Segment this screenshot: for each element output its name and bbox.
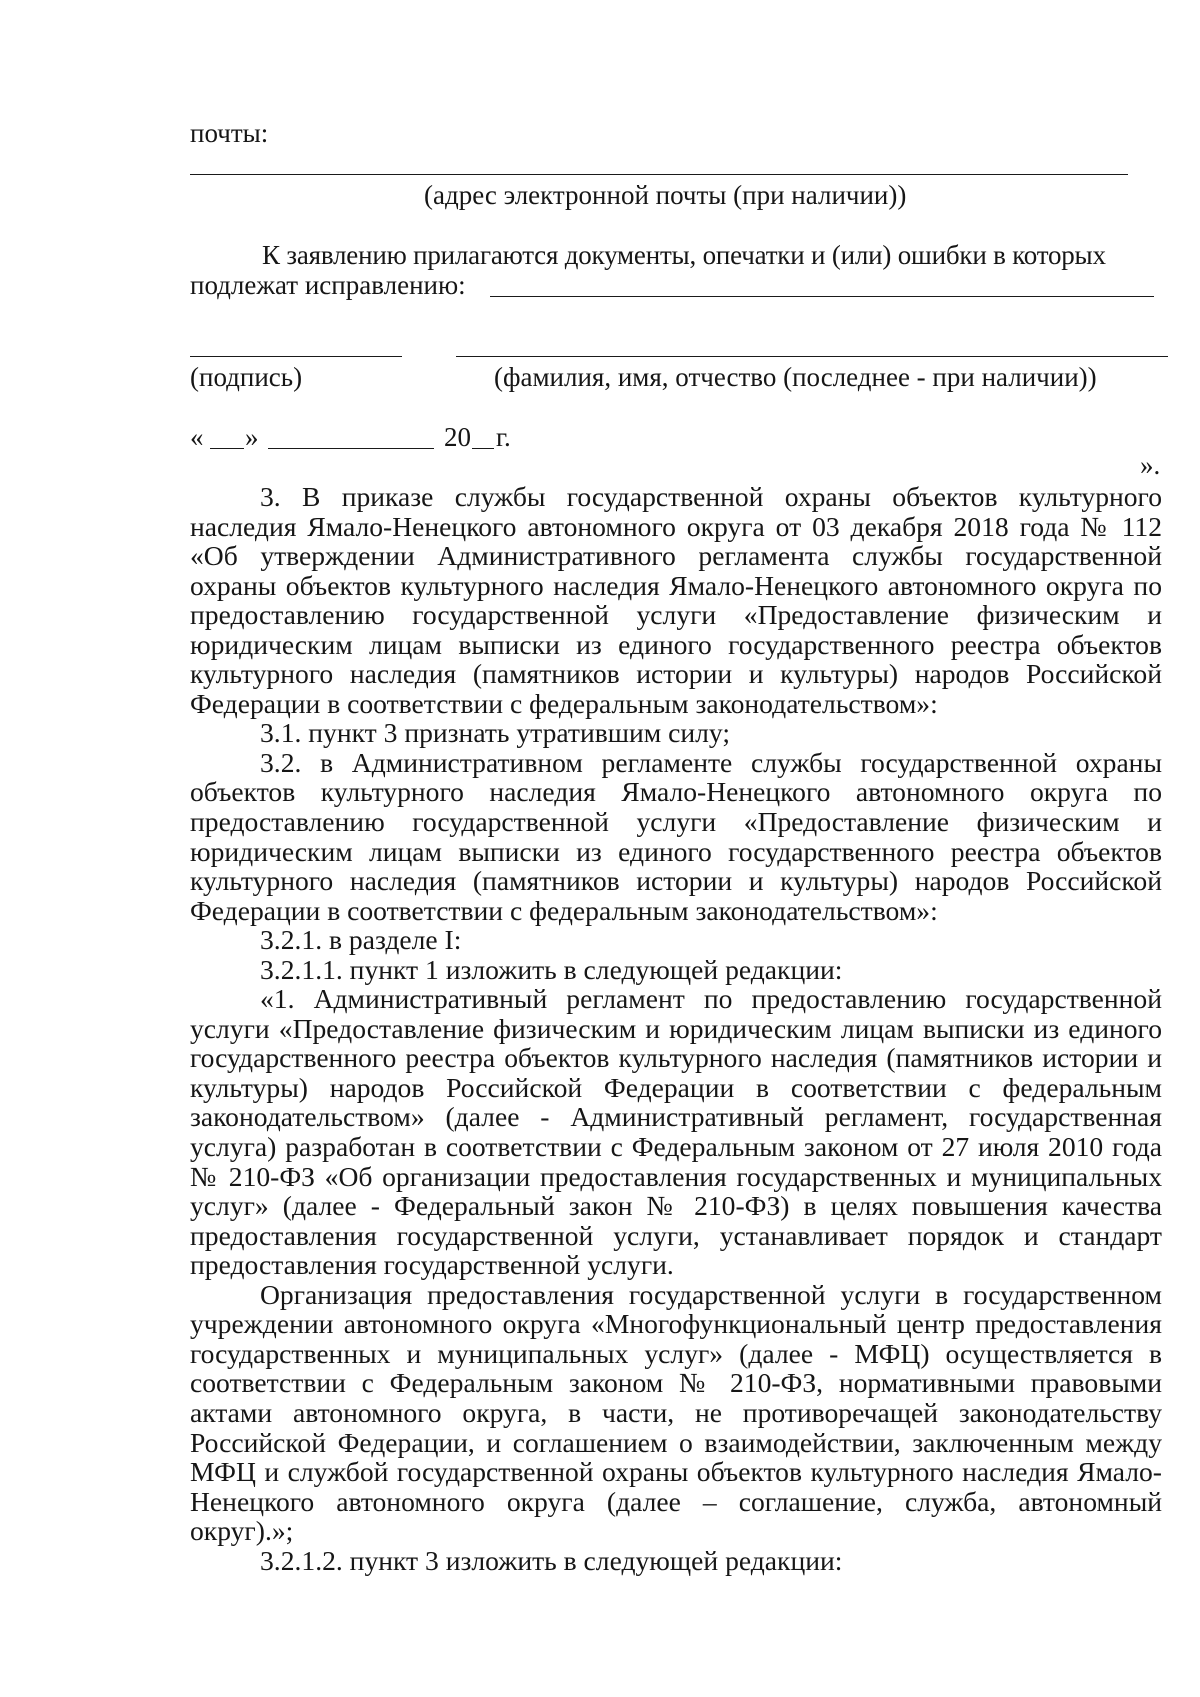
paragraph: 3.2. в Административном регламенте службы государственной охраны объектов культурного наследия Ямало-Ненецкого автономного округа по предоставлению государственной услуги «Предоставление физическим и юридическим лицам выписки из единого государственного реестра объектов культурного наследия (памятников истории и культуры) народов Российской Федерации в соответствии с федеральным законодательством»: [190,746,1162,926]
signature-line [190,356,402,357]
body-text [190,482,1162,1575]
date-month-line [268,448,434,449]
attachments-line [490,296,1154,297]
paragraph: Организация предоставления государственной услуги в государственном учреждении автономного округа «Многофункциональный центр предоставления государственных и муниципальных услуг» (далее - МФЦ) осуществляется в соответствии с Федеральным законом № 210-ФЗ, нормативными правовыми актами автономного округа, в части, не противоречащей законодательству Российской Федерации, и соглашением о взаимодействии, заключенным между МФЦ и службой государственной охраны объектов культурного наследия Ямало-Ненецкого автономного округа (далее – соглашение, служба, автономный округ).»; [190,1278,1162,1547]
paragraph: 3.1. пункт 3 признать утратившим силу; [260,717,731,749]
date-year-suffix: г. [496,422,511,452]
paragraph: «1. Административный регламент по предоставлению государственной услуги «Предоставление физическим и юридическим лицам выписки из единого государственного реестра объектов культурного наследия (памятников истории и культуры) народов Российской Федерации в соответствии с федеральным законодательством» (далее - Административный регламент, государственная услуга) разработан в соответствии с Федеральным законом от 27 июля 2010 года № 210-ФЗ «Об организации предоставления государственных и муниципальных услуг» (далее - Федеральный закон № 210-ФЗ) в целях повышения качества предоставления государственной услуги, устанавливает порядок и стандарт предоставления государственной услуги. [190,983,1162,1281]
signature-caption: (подпись) [190,362,303,392]
paragraph: 3.2.1. в разделе I: [260,924,462,956]
date-year-line [472,448,494,449]
paragraph: 3.2.1.1. пункт 1 изложить в следующей редакции: [260,953,843,985]
paragraph: 3.2.1.2. пункт 3 изложить в следующей редакции: [260,1544,843,1576]
date-close-quote: » [245,422,259,452]
attachments-line-2: подлежат исправлению: [190,270,466,300]
closing-quote: ». [1140,450,1161,480]
paragraph: 3. В приказе службы государственной охраны объектов культурного наследия Ямало-Ненецкого автономного округа от 03 декабря 2018 года № 112 «Об утверждении Административного регламента службы государственной охраны объектов культурного наследия Ямало-Ненецкого автономного округа по предоставлению государственной услуги «Предоставление физическим и юридическим лицам выписки из единого государственного реестра объектов культурного наследия (памятников истории и культуры) народов Российской Федерации в соответствии с федеральным законодательством»: [190,481,1162,719]
email-line [190,174,1128,175]
date-year-prefix: 20 [444,422,471,452]
attachments-line-1: К заявлению прилагаются документы, опечатки и (или) ошибки в которых [262,240,1106,270]
date-open-quote: « [190,422,204,452]
fullname-caption: (фамилия, имя, отчество (последнее - при наличии)) [494,362,1097,392]
date-day-line [210,448,244,449]
fullname-line [456,356,1168,357]
email-label-end: почты: [190,118,269,148]
email-caption: (адрес электронной почты (при наличии)) [424,180,907,210]
